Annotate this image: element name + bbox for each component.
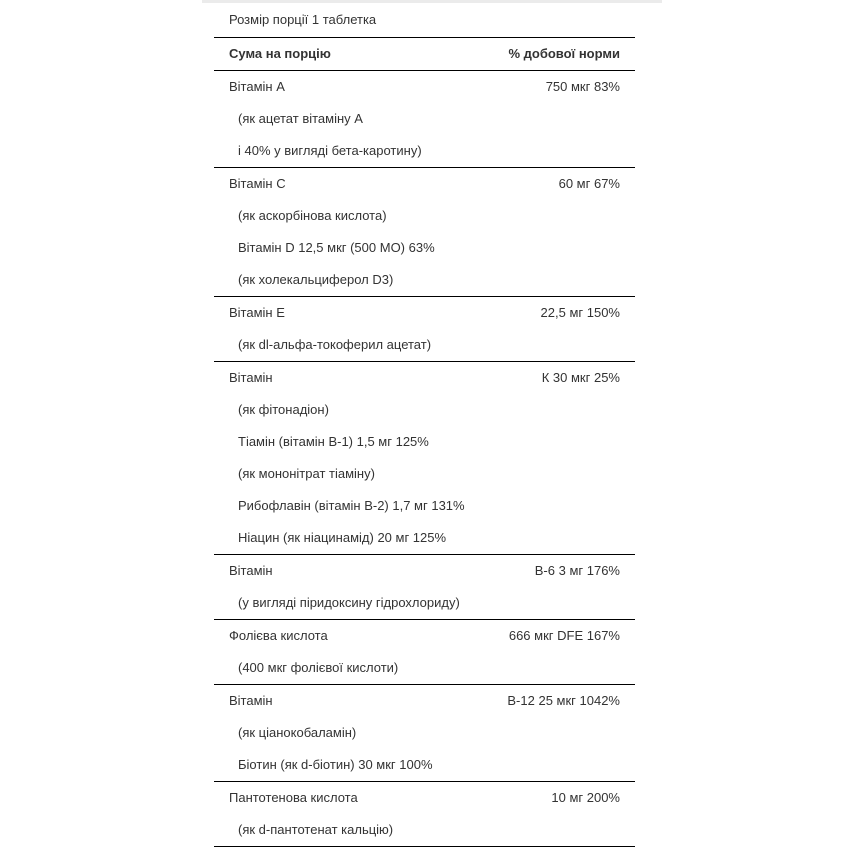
nutrient-group — [214, 71, 635, 168]
nutrient-name: Вітамін Е — [229, 305, 285, 320]
nutrient-note: Ніацин (як ніацинамід) 20 мг 125% — [238, 530, 447, 545]
header-daily-value: % добової норми — [508, 46, 620, 61]
nutrient-note: (як d-пантотенат кальцію) — [238, 822, 394, 837]
nutrient-amount: К 30 мкг 25% — [541, 370, 620, 385]
nutrient-amount: В-12 25 мкг 1042% — [507, 693, 620, 708]
nutrient-note: Вітамін D 12,5 мкг (500 МО) 63% — [238, 240, 435, 255]
nutrient-note: (у вигляді піридоксину гідрохлориду) — [238, 595, 460, 610]
nutrient-amount: 22,5 мг 150% — [540, 305, 620, 320]
nutrient-row — [214, 168, 635, 200]
serving-size: Розмір порції 1 таблетка — [214, 3, 635, 38]
nutrient-row — [214, 297, 635, 329]
nutrient-note: (як фітонадіон) — [238, 402, 329, 417]
nutrient-note: (як ціанокобаламін) — [238, 725, 357, 740]
nutrient-group — [214, 362, 635, 555]
nutrient-name: Вітамін — [229, 563, 273, 578]
nutrient-note: Біотин (як d-біотин) 30 мкг 100% — [238, 757, 433, 772]
nutrient-group — [214, 782, 635, 847]
nutrient-groups — [214, 71, 635, 847]
nutrient-note: (як мононітрат тіаміну) — [238, 466, 375, 481]
supplement-facts-table — [214, 3, 635, 860]
nutrient-name: Вітамін — [229, 693, 273, 708]
nutrient-name: Вітамін — [229, 370, 273, 385]
nutrient-group — [214, 685, 635, 782]
nutrient-group — [214, 297, 635, 362]
nutrient-note: (400 мкг фолієвої кислоти) — [238, 660, 399, 675]
nutrient-amount: 666 мкг DFE 167% — [508, 628, 620, 643]
nutrient-row — [214, 71, 635, 103]
nutrient-note: (як ацетат вітаміну А — [238, 111, 363, 126]
nutrient-note: Рибофлавін (вітамін В-2) 1,7 мг 131% — [238, 498, 465, 513]
nutrient-name: Вітамін С — [229, 176, 286, 191]
nutrient-group — [214, 555, 635, 620]
nutrient-row — [214, 620, 635, 652]
nutrient-row — [214, 555, 635, 587]
nutrient-note: (як холекальциферол D3) — [238, 272, 394, 287]
table-header — [214, 38, 635, 71]
nutrient-amount: 60 мг 67% — [558, 176, 620, 191]
nutrient-name: Пантотенова кислота — [229, 790, 358, 805]
nutrient-row — [214, 362, 635, 394]
nutrient-note: Тіамін (вітамін В-1) 1,5 мг 125% — [238, 434, 429, 449]
nutrient-row — [214, 782, 635, 814]
nutrient-amount: 750 мкг 83% — [545, 79, 620, 94]
header-amount-per-serving: Сума на порцію — [229, 46, 331, 61]
nutrient-row — [214, 685, 635, 717]
nutrient-amount: В-6 3 мг 176% — [534, 563, 620, 578]
nutrient-group — [214, 620, 635, 685]
nutrient-name: Фолієва кислота — [229, 628, 328, 643]
nutrient-amount: 10 мг 200% — [551, 790, 620, 805]
nutrient-note: (як dl-альфа-токоферил ацетат) — [238, 337, 432, 352]
nutrient-note: (як аскорбінова кислота) — [238, 208, 387, 223]
nutrient-name: Вітамін А — [229, 79, 285, 94]
nutrient-note: і 40% у вигляді бета-каротину) — [238, 143, 422, 158]
nutrient-group — [214, 168, 635, 297]
